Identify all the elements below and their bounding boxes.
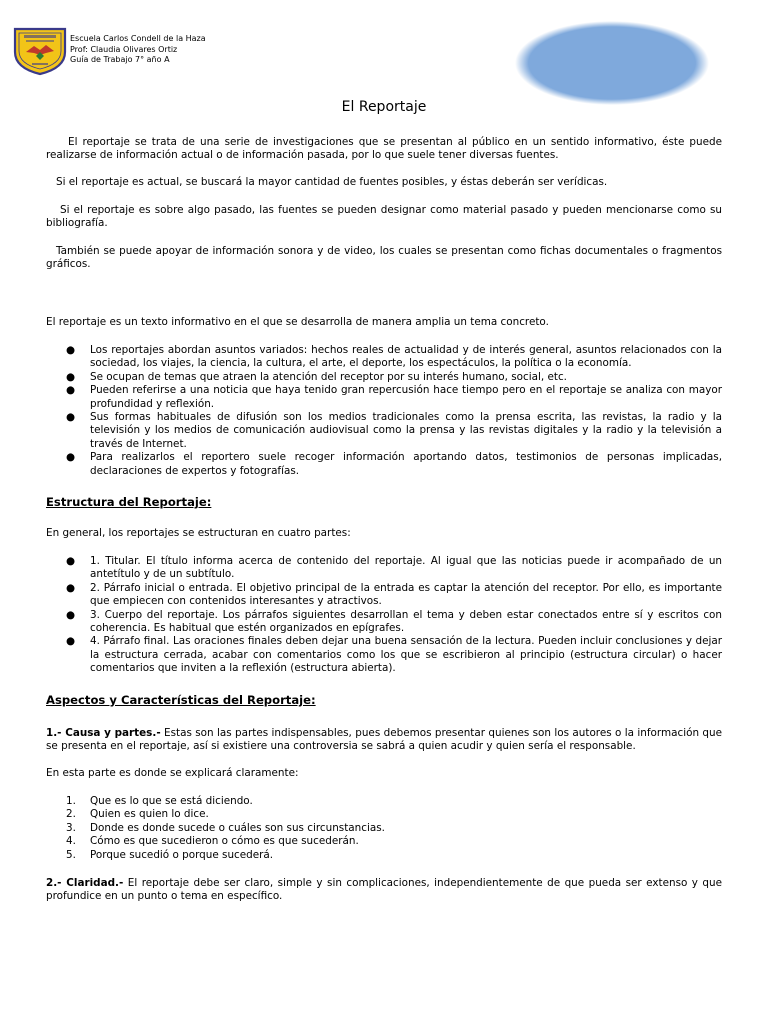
clarity-paragraph (46, 877, 722, 904)
list-item: 3. Donde es donde sucede o cuáles son sus circunstancias. (66, 821, 385, 834)
structure-list (46, 555, 722, 676)
list-item: ● Pueden referirse a una noticia que haya tenido gran repercusión hace tiempo pero en el reportaje se analiza con mayor profundidad y reflexión. (66, 384, 722, 410)
list-item: ● Sus formas habituales de difusión son los medios tradicionales como la prensa escrita, las revistas, la radio y la televisión y los medios de comunicación audiovisual como la prensa y las revistas digitales y la radio y la televisión a través de Internet. (66, 411, 722, 450)
list-item: ● Los reportajes abordan asuntos variados: hechos reales de actualidad y de interés general, asuntos relacionados con la sociedad, los viajes, la ciencia, la cultura, el arte, el deporte, los espectáculos, la política o la economía. (66, 344, 722, 370)
structure-heading: Estructura del Reportaje: (46, 495, 212, 509)
page-title: El Reportaje (341, 99, 427, 115)
bullet-icon: ● (66, 451, 76, 464)
list-item: ● Se ocupan de temas que atraen la atención del receptor por su interés humano, social, etc. (66, 370, 567, 383)
list-item: 2. Quien es quien lo dice. (66, 808, 209, 821)
bullet-icon: ● (66, 370, 76, 383)
list-item: 4. Cómo es que sucedieron o cómo es que sucederán. (66, 835, 359, 848)
cause-paragraph (46, 727, 722, 754)
clarity-text: El reportaje debe ser claro, simple y sin complicaciones, independientemente de que pueda ser extenso y que profundice en un punto o tema en específico. (46, 877, 722, 903)
school-logo (12, 26, 68, 76)
header-text (70, 34, 206, 66)
teacher-name: Prof: Claudia Olivares Ortiz (70, 44, 178, 54)
list-item: ● Para realizarlos el reportero suele recoger información aportando datos, testimonios de personas implicadas, declaraciones de expertos y fotografías. (66, 451, 722, 477)
cause-note: En esta parte es donde se explicará claramente: (46, 767, 299, 779)
cause-lead: 1.- Causa y partes.- (46, 727, 161, 739)
decorative-oval (514, 20, 710, 106)
clarity-lead: 2.- Claridad.- (46, 877, 124, 889)
intro-paragraph-3: Si el reportaje es sobre algo pasado, las fuentes se pueden designar como material pasado y pueden mencionarse como su bibliografía. (46, 204, 722, 230)
bullet-icon: ● (66, 344, 76, 356)
bullet-icon: ● (66, 384, 76, 397)
bullet-icon: ● (66, 555, 76, 567)
list-item: 5. Porque sucedió o porque sucederá. (66, 848, 274, 861)
features-list (46, 344, 722, 478)
bullet-icon: ● (66, 581, 76, 594)
aspects-heading: Aspectos y Características del Reportaje: (46, 693, 316, 707)
guide-name: Guía de Trabajo 7° año A (70, 55, 170, 64)
list-item: ● 1. Titular. El título informa acerca de contenido del reportaje. Al igual que las noticias puede ir acompañado de un antetítulo y de un subtítulo. (66, 555, 722, 581)
list-item: ● 4. Párrafo final. Las oraciones finales deben dejar una buena sensación de la lectura. Pueden incluir conclusiones y dejar la estructura cerrada, acabar con comentarios como los que se escribieron al principio (estructura circular) o hacer comentarios que inviten a la reflexión (estructura abierta). (66, 635, 722, 675)
list-item: ● 3. Cuerpo del reportaje. Los párrafos siguientes desarrollan el tema y deben estar conectados entre sí y escritos con coherencia. Es habitual que estén organizados en epígrafes. (66, 608, 722, 635)
bullet-icon: ● (66, 608, 76, 621)
intro-paragraph-2: Si el reportaje es actual, se buscará la mayor cantidad de fuentes posibles, y éstas deberán ser verídicas. (56, 176, 608, 188)
questions-list (46, 795, 722, 862)
intro-paragraph-4: También se puede apoyar de información sonora y de video, los cuales se presentan como fichas documentales o fragmentos gráficos. (46, 245, 722, 271)
intro-paragraph-1: El reportaje se trata de una serie de investigaciones que se presentan al público en un sentido informativo, éste puede realizarse de información actual o de información pasada, por lo que suele tener diversas fuentes. (46, 136, 722, 162)
list-item: 1. Que es lo que se está diciendo. (66, 795, 253, 807)
school-name: Escuela Carlos Condell de la Haza (70, 34, 206, 43)
bullet-icon: ● (66, 411, 76, 424)
list-item: ● 2. Párrafo inicial o entrada. El objetivo principal de la entrada es captar la atención del receptor. Por ello, es importante que empiecen con contenidos interesantes y atractivos. (66, 581, 722, 608)
definition-text: El reportaje es un texto informativo en el que se desarrolla de manera amplia un tema concreto. (46, 316, 549, 328)
structure-intro: En general, los reportajes se estructuran en cuatro partes: (46, 527, 351, 539)
bullet-icon: ● (66, 635, 76, 648)
cause-text: Estas son las partes indispensables, pues debemos presentar quienes son los autores o la información que se presenta en el reportaje, así si existiere una controversia se sabrá a quien acudir y quien sería el responsable. (46, 727, 722, 753)
